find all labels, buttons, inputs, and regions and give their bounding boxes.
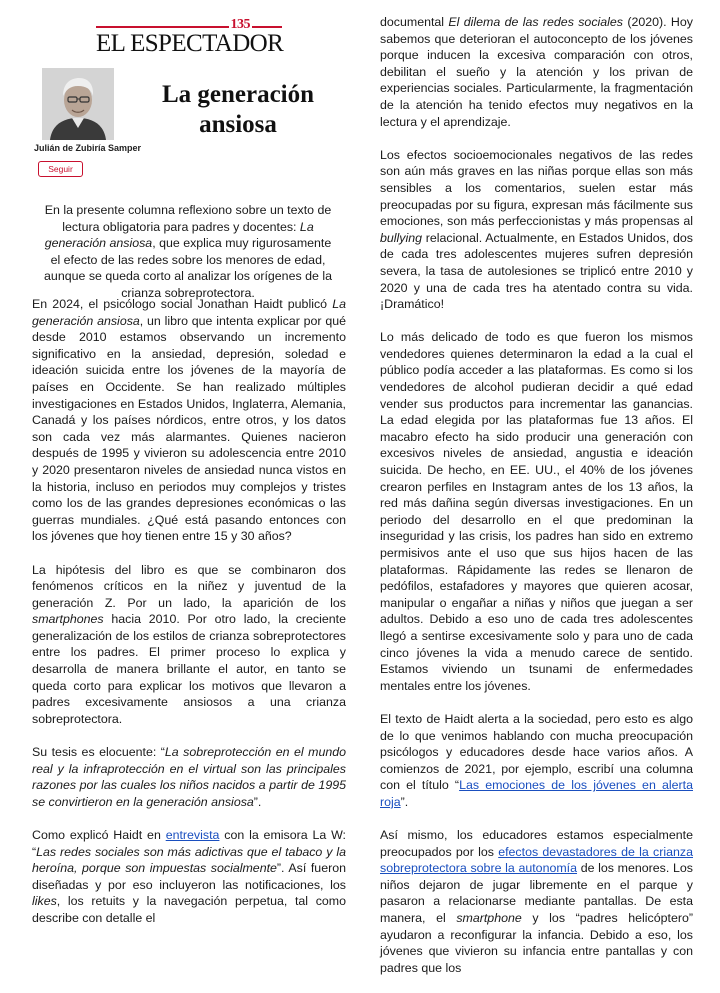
article-intro: En la presente columna reflexiono sobre un texto de lectura obligatoria para padres y docentes: La generación ansiosa, que explica muy rigurosamente el efecto de las redes sobre los menores de edad, aunque se queda corto al analizar los orígenes de la crianza sobreprotectora. <box>44 203 332 300</box>
anniversary-mark: 135 <box>230 17 250 32</box>
paragraph-4: Como explicó Haidt en entrevista con la emisora La W: “Las redes sociales son más adictivas que el tabaco y la heroína, porque son impuestas socialmente”. Así fueron diseñadas y por eso incluyeron las notificaciones, los likes, los retuits y la navegación perpetua, tal como describe con detalle el <box>32 828 346 925</box>
author-name[interactable]: Julián de Zubiría Samper <box>34 143 142 153</box>
interview-link[interactable]: entrevista <box>165 828 220 842</box>
paragraph-3: Su tesis es elocuente: “La sobreprotección en el mundo real y la infraprotección en el virtual son las principales razones por las cuales los niños nacidos a partir de 1995 se convirtieron en la generación ansiosa”. <box>32 745 347 809</box>
paragraph-1: En 2024, el psicólogo social Jonathan Haidt publicó La generación ansiosa, un libro que intenta explicar por qué desde 2010 estamos observando un incremento significativo en la ansiedad, depresión, soledad e ideación suicida entre los jóvenes de la mayoría de países en Occidente. Se han realizado múltiples investigaciones en Estados Unidos, Inglaterra, Alemania, Canadá y los países nórdicos, entre otros, y los datos son cada vez más alarmantes. Quienes nacieron después de 1995 y vivieron su adolescencia entre 2010 y 2020 presentaron niveles de ansiedad nunca vistos en la historia, incluso en periodos muy complejos y tristes como los de las grandes depresiones económicas o las guerras mundiales. ¿Qué está pasando entonces con los jóvenes que hoy tienen entre 15 y 30 años? <box>32 297 346 544</box>
paragraph-2: La hipótesis del libro es que se combinaron dos fenómenos críticos en la niñez y juventud de la generación Z. Por un lado, la aparición de los smartphones hacia 2010. Por otro lado, la creciente generalización de los estilos de crianza sobreprotectores entre los padres. El primer proceso lo explica y desarrolla de manera brillante el autor, en tanto se queda corto para explicar los motivos que llevaron a padres excesivamente ansiosos a una crianza sobreprotectora. <box>32 562 346 726</box>
author-photo-icon <box>42 68 114 140</box>
author-avatar[interactable] <box>42 68 114 140</box>
right-column <box>380 14 693 993</box>
newspaper-logo[interactable] <box>96 17 284 57</box>
paragraph-9: Así mismo, los educadores estamos especialmente preocupados por los efectos devastadores de la crianza sobreprotectora sobre la autonomía de los menores. Los niños dejaron de jugar libremente en el parque y pasaron a relacionarse mediante pantallas. De esta manera, el smartphone y los “padres helicóptero” ayudaron a reconfigurar la infancia. Debido a eso, los jóvenes que vivieron su infancia entre pantallas y con padres que los <box>380 828 694 975</box>
left-column <box>32 296 346 943</box>
logo-rule <box>96 26 282 28</box>
article-title: La generación ansiosa <box>161 81 315 138</box>
newspaper-name: EL ESPECTADOR <box>96 30 284 57</box>
paragraph-7: Lo más delicado de todo es que fueron los mismos vendedores quienes determinaron la edad a la cual el público podía acceder a las plataformas. Es como si los vendedores de alcohol pudieran decidir a qué edad vender sus productos para incrementar las ganancias. La edad elegida por las plataformas fue 13 años. El macabro efecto ha sido producir una generación con excesivos niveles de ansiedad, angustia e ideación suicida. De hecho, en EE. UU., el 40% de los jóvenes crearon perfiles en Instagram antes de los 13 años, la red más dañina según diversas investigaciones. En un periodo del desarrollo en el que predominan la inseguridad y las crisis, los padres han sido en extremo permisivos ante el uso que sus hijos hacen de las plataformas. Rápidamente las redes se llenaron de pedófilos, estafadores y mayores que quieren acosar, manipular o engañar a niñas y niños que juegan a ser adultos. Debido a eso uno de cada tres adolescentes llegó a sentirse excesivamente solo y para uno de cada cinco jóvenes la vida a menudo carece de sentido. Estamos viviendo un tsunami de enfermedades mentales entre los jóvenes. <box>380 330 693 693</box>
overprotection-effects-link[interactable]: efectos devastadores de la crianza sobreprotectora sobre la autonomía <box>380 844 693 876</box>
paragraph-5: documental El dilema de las redes sociales (2020). Hoy sabemos que deterioran el autoconcepto de los jóvenes porque inducen la excesiva comparación con otros, debilitan el sueño y la atención y los privan de experiencias sociales. Particularmente, la fragmentación de la atención ha tenido efectos muy negativos en la lectura y el aprendizaje. <box>380 15 693 129</box>
paragraph-6: Los efectos socioemocionales negativos de las redes son aún más graves en las niñas porque ellas son más sensibles a los comentarios, suelen estar más preocupadas por su figura, expresan más fácilmente sus emociones, son más perfeccionistas y más propensas al bullying relacional. Actualmente, en Estados Unidos, dos de cada tres adolescentes mujeres sufren depresión severa, la tasa de autolesiones se triplicó entre 2010 y 2020 y una de cada tres ha atentado contra su vida. ¡Dramático! <box>380 147 693 312</box>
paragraph-8: El texto de Haidt alerta a la sociedad, pero esto es algo de lo que venimos hablando con mucha preocupación psicólogos y educadores desde hace varios años. A comienzos de 2021, por ejemplo, escribí una columna con el título “Las emociones de los jóvenes en alerta roja”. <box>380 711 693 809</box>
previous-column-link[interactable]: Las emociones de los jóvenes en alerta roja <box>380 778 693 809</box>
follow-button[interactable]: Seguir <box>38 161 83 177</box>
